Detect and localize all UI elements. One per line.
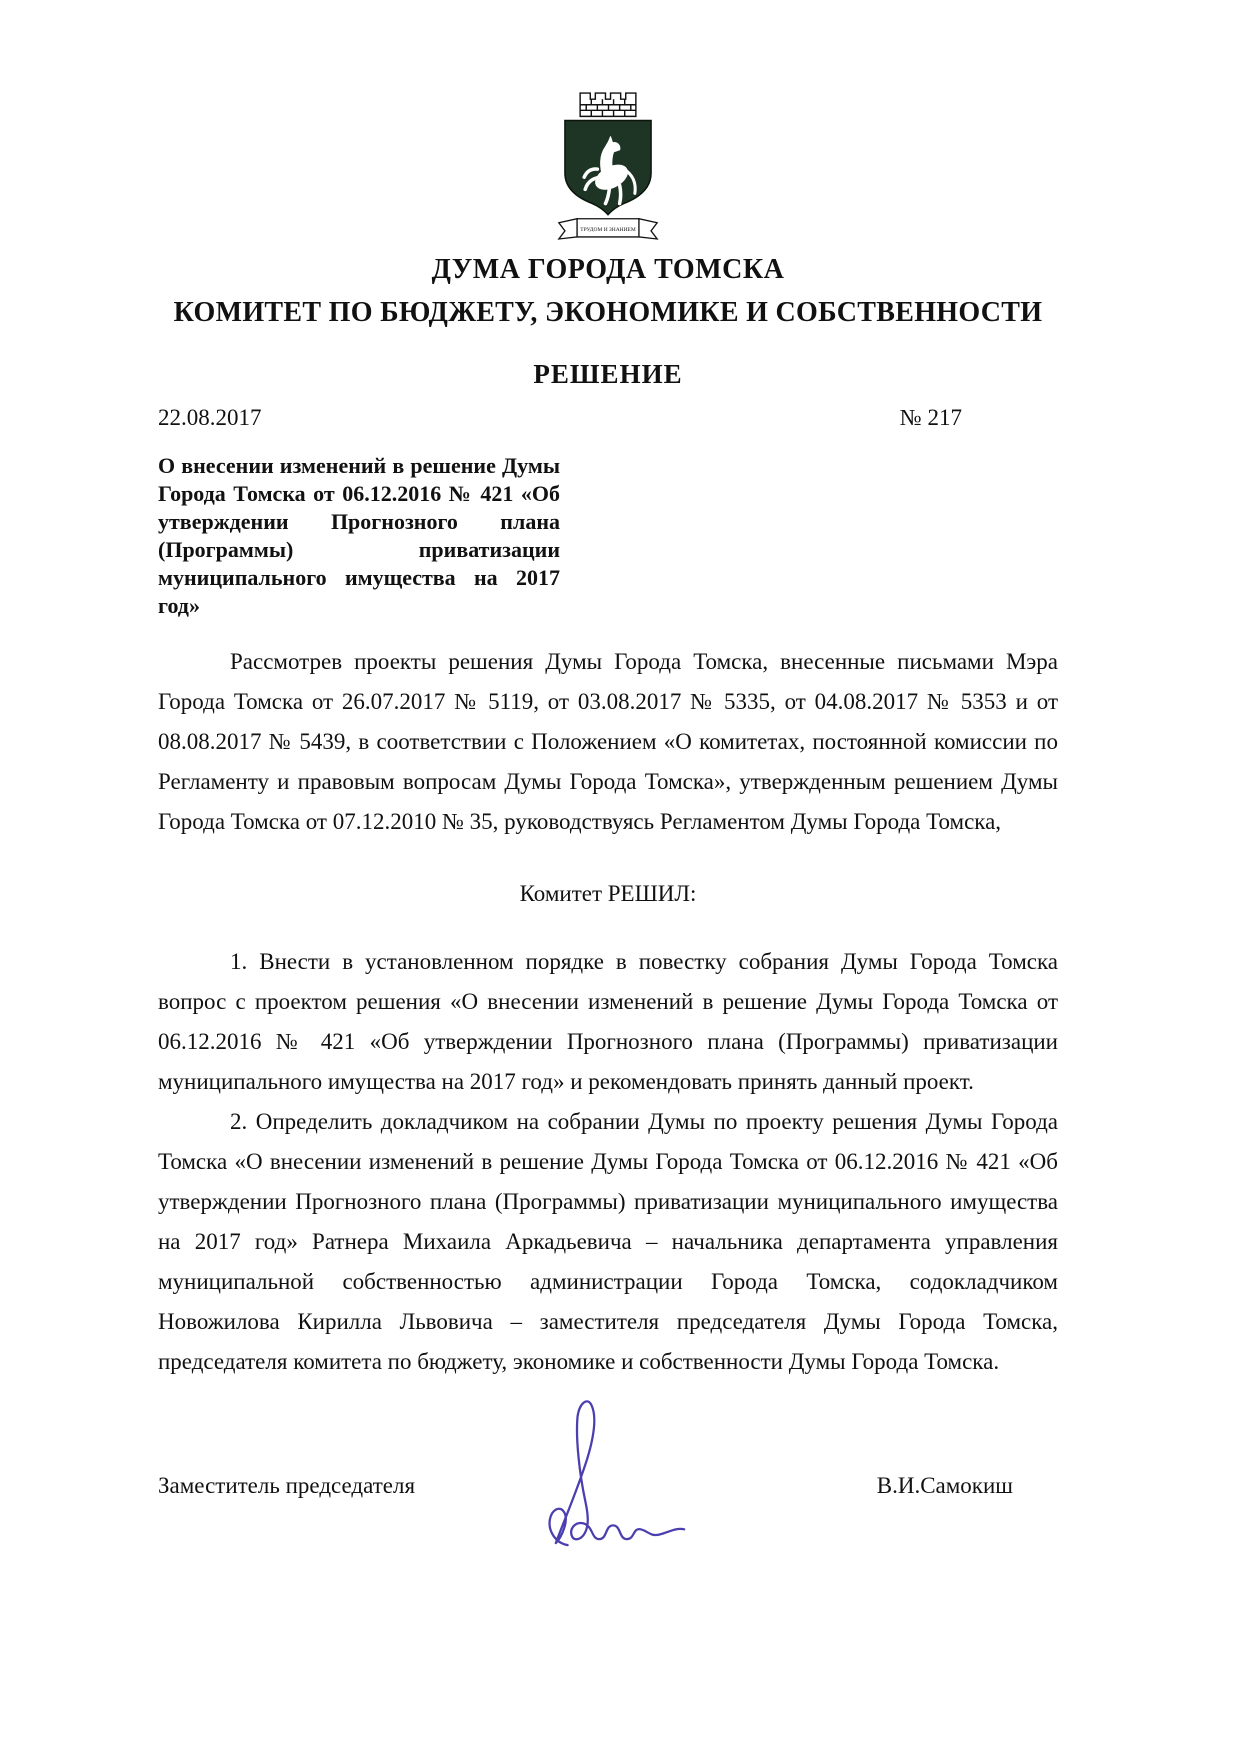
date-number-row (158, 404, 1058, 432)
resolution-item-2: 2. Определить докладчиком на собрании Думы по проекту решения Думы Города Томска «О внесении изменений в решение Думы Города Томска от 06.12.2016 № 421 «Об утверждении Прогнозного плана (Программы) приватизации муниципального имущества на 2017 год» Ратнера Михаила Аркадьевича – начальника департамента управления муниципальной собственностью администрации Города Томска, содокладчиком Новожилова Кирилла Львовича – заместителя председателя Думы Города Томска, председателя комитета по бюджету, экономике и собственности Думы Города Томска. (158, 1109, 1058, 1375)
preamble-paragraph: Рассмотрев проекты решения Думы Города Томска, внесенные письмами Мэра Города Томска от 26.07.2017 № 5119, от 03.08.2017 № 5335, от 04.08.2017 № 5353 и от 08.08.2017 № 5439, в соответствии с Положением «О комитетах, постоянной комиссии по Регламенту и правовым вопросам Думы Города Томска», утвержденным решением Думы Города Томска от 07.12.2010 № 35, руководствуясь Регламентом Думы Города Томска, (158, 649, 1058, 835)
document-type-heading: РЕШЕНИЕ (533, 359, 683, 390)
mural-crown-icon (580, 93, 636, 116)
signer-name: В.И.Самокиш (876, 1473, 1013, 1499)
tomsk-coat-of-arms (544, 86, 672, 240)
resolution-item-1: 1. Внести в установленном порядке в повестку собрания Думы Города Томска вопрос с проектом решения «О внесении изменений в решение Думы Города Томска от 06.12.2016 № 421 «Об утверждении Прогнозного плана (Программы) приватизации муниципального имущества на 2017 год» и рекомендовать принять данный проект. (158, 949, 1058, 1095)
signer-position-title: Заместитель председателя (158, 1473, 416, 1499)
document-subject: О внесении изменений в решение Думы Города Томска от 06.12.2016 № 421 «Об утверждении Прогнозного плана (Программы) приватизации муниципального имущества на 2017 год» (158, 453, 560, 619)
handwritten-signature (415, 1407, 877, 1565)
motto-text: ТРУДОМ И ЗНАНИЕМ (580, 226, 636, 233)
organization-name: ДУМА ГОРОДА ТОМСКА (431, 254, 785, 285)
resolved-heading: Комитет РЕШИЛ: (519, 881, 697, 907)
signature-ink-stroke (549, 1401, 684, 1545)
document-date: 22.08.2017 (158, 405, 262, 431)
committee-name: КОМИТЕТ ПО БЮДЖЕТУ, ЭКОНОМИКЕ И СОБСТВЕННОСТИ (173, 297, 1043, 329)
document-number: № 217 (899, 405, 962, 431)
signature-block (158, 1406, 1058, 1566)
